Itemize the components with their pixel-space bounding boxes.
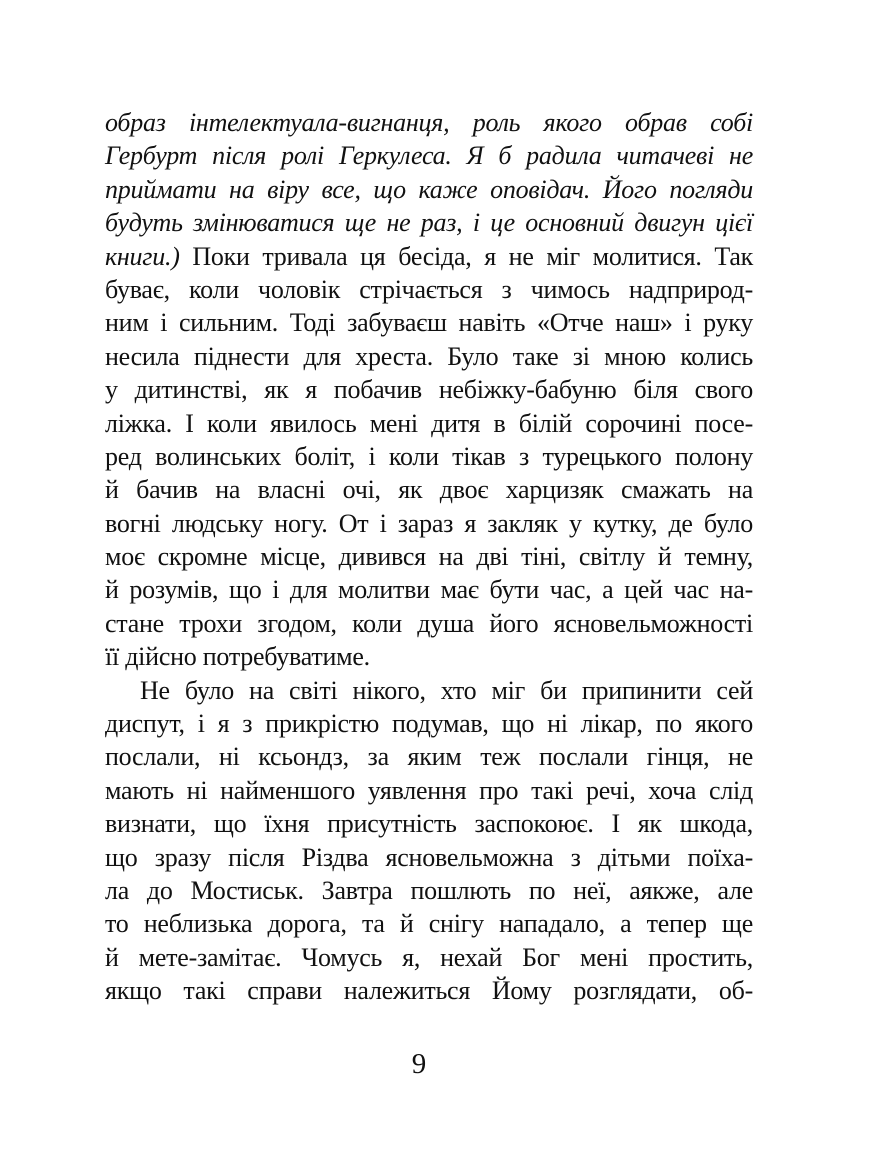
text-line bbox=[105, 340, 753, 373]
text-segment: й бачив на власні очі, як двоє харцизяк смажать на bbox=[105, 475, 753, 505]
text-block bbox=[105, 106, 753, 1008]
text-line bbox=[105, 907, 753, 940]
text-line bbox=[105, 941, 753, 974]
text-line bbox=[105, 640, 753, 673]
text-line bbox=[105, 106, 753, 139]
text-line bbox=[105, 306, 753, 339]
text-segment: ліжка. І коли явилось мені дитя в білій сорочині посе- bbox=[105, 408, 753, 438]
text-segment: Поки тривала ця бесіда, я не міг молитися. Так bbox=[179, 241, 753, 271]
text-line bbox=[105, 607, 753, 640]
text-line bbox=[105, 807, 753, 840]
text-segment: й мете-замітає. Чомусь я, нехай Бог мені простить, bbox=[105, 942, 753, 972]
italic-text-segment: приймати на віру все, що каже оповідач. Його погляди bbox=[105, 174, 753, 204]
text-segment: що зразу після Різдва ясновельможна з дітьми поїха- bbox=[105, 842, 753, 872]
text-segment: буває, коли чоловік стрічається з чимось надприрод- bbox=[105, 274, 753, 304]
text-line bbox=[105, 407, 753, 440]
text-line bbox=[105, 173, 753, 206]
text-segment: ред волинських боліт, і коли тікав з турецького полону bbox=[105, 441, 753, 471]
text-line bbox=[105, 774, 753, 807]
italic-text-segment: будуть змінюватися ще не раз, і це основний двигун цієї bbox=[105, 208, 753, 238]
italic-text-segment: образ інтелектуала-вигнанця, роль якого обрав собі bbox=[105, 108, 753, 137]
text-segment: визнати, що їхня присутність заспокоює. І як шкода, bbox=[105, 809, 753, 839]
text-line bbox=[105, 573, 753, 606]
text-line bbox=[105, 540, 753, 573]
italic-text-segment: книги.) bbox=[105, 241, 180, 271]
text-segment: моє скромне місце, дивився на дві тіні, світлу й темну, bbox=[105, 542, 753, 572]
text-segment: ним і сильним. Тоді забуваєш навіть «Отче наш» і руку bbox=[105, 308, 753, 338]
text-segment: якщо такі справи належиться Йому розглядати, об- bbox=[105, 976, 753, 1006]
text-line bbox=[105, 373, 753, 406]
text-segment: стане трохи згодом, коли душа його ясновельможності bbox=[105, 608, 753, 638]
text-segment: Не було на світі нікого, хто міг би припинити сей bbox=[140, 675, 753, 705]
text-segment: й розумів, що і для молитви має бути час, а цей час на- bbox=[105, 575, 753, 605]
text-line bbox=[105, 740, 753, 773]
text-line bbox=[105, 874, 753, 907]
text-segment: у дитинстві, як я побачив небіжку-бабуню біля свого bbox=[105, 375, 753, 405]
text-segment: вогні людську ногу. От і зараз я закляк у кутку, де було bbox=[105, 508, 753, 538]
text-segment: ла до Мостиськ. Завтра пошлють по неї, аякже, але bbox=[105, 875, 753, 905]
text-line bbox=[105, 139, 753, 172]
text-segment: її дійсно потребуватиме. bbox=[105, 642, 370, 672]
text-line bbox=[105, 240, 753, 273]
text-segment: то неблизька дорога, та й снігу нападало, а тепер ще bbox=[105, 909, 753, 939]
text-line bbox=[105, 273, 753, 306]
italic-text-segment: Гербурт після ролі Геркулеса. Я б радила читачеві не bbox=[105, 141, 753, 171]
text-line bbox=[105, 440, 753, 473]
text-line bbox=[105, 974, 753, 1007]
text-line bbox=[105, 206, 753, 239]
text-segment: диспут, і я з прикрістю подумав, що ні лікар, по якого bbox=[105, 709, 753, 739]
text-line bbox=[105, 707, 753, 740]
text-line bbox=[105, 674, 753, 707]
text-line bbox=[105, 507, 753, 540]
page-number: 9 bbox=[411, 1048, 427, 1080]
text-segment: несила піднести для хреста. Було таке зі мною колись bbox=[105, 341, 753, 371]
text-line bbox=[105, 473, 753, 506]
text-segment: послали, ні ксьондз, за яким теж послали гінця, не bbox=[105, 742, 753, 772]
text-line bbox=[105, 841, 753, 874]
text-segment: мають ні найменшого уявлення про такі речі, хоча слід bbox=[105, 775, 753, 805]
